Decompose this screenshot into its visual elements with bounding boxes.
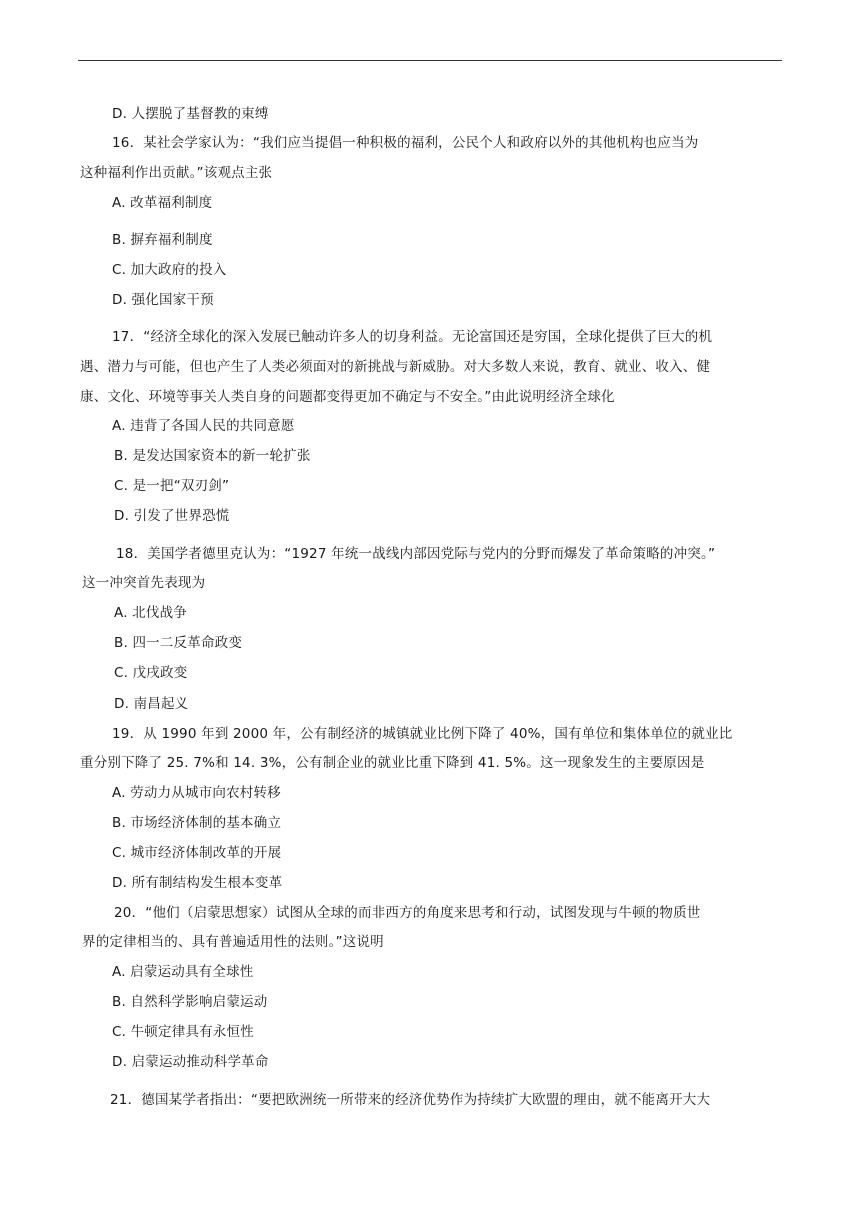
q17-option-c: C. 是一把“双刃剑” — [114, 478, 230, 494]
q19-option-d: D. 所有制结构发生根本变革 — [112, 875, 283, 891]
q16-option-d: D. 强化国家干预 — [112, 292, 214, 308]
q15-option-d: D. 人摆脱了基督教的束缚 — [112, 106, 269, 122]
q16-stem-line2: 这种福利作出贡献。”该观点主张 — [80, 165, 273, 181]
q16-option-b: B. 摒弃福利制度 — [112, 232, 213, 248]
q16-option-a: A. 改革福利制度 — [112, 195, 213, 211]
q18-stem-line1: 18．美国学者德里克认为：“1927 年统一战线内部因党际与党内的分野而爆发了革命策略的冲突。” — [116, 546, 716, 562]
q17-stem-line3: 康、文化、环境等事关人类自身的问题都变得更加不确定与不安全。”由此说明经济全球化 — [80, 389, 615, 405]
q18-stem-line2: 这一冲突首先表现为 — [82, 575, 206, 591]
q19-stem-line2: 重分别下降了 25. 7%和 14. 3%，公有制企业的就业比重下降到 41. 5%。这一现象发生的主要原因是 — [80, 755, 705, 771]
q17-option-d: D. 引发了世界恐慌 — [114, 508, 230, 524]
q19-option-c: C. 城市经济体制改革的开展 — [112, 845, 282, 861]
q17-stem-line1: 17．“经济全球化的深入发展已触动许多人的切身利益。无论富国还是穷国，全球化提供了巨大的机 — [112, 329, 713, 345]
q19-stem-line1: 19．从 1990 年到 2000 年，公有制经济的城镇就业比例下降了 40%，国有单位和集体单位的就业比 — [112, 726, 733, 742]
q20-option-b: B. 自然科学影响启蒙运动 — [112, 994, 268, 1010]
header-rule — [78, 60, 782, 61]
q18-option-d: D. 南昌起义 — [114, 696, 189, 712]
q20-option-a: A. 启蒙运动具有全球性 — [112, 964, 254, 980]
q16-stem-line1: 16．某社会学家认为：“我们应当提倡一种积极的福利，公民个人和政府以外的其他机构也应当为 — [112, 135, 699, 151]
q20-stem-line1: 20．“他们（启蒙思想家）试图从全球的而非西方的角度来思考和行动，试图发现与牛顿的物质世 — [114, 905, 701, 921]
q17-option-b: B. 是发达国家资本的新一轮扩张 — [114, 448, 311, 464]
q16-option-c: C. 加大政府的投入 — [112, 262, 227, 278]
q19-option-a: A. 劳动力从城市向农村转移 — [112, 785, 281, 801]
q17-option-a: A. 违背了各国人民的共同意愿 — [112, 418, 295, 434]
q18-option-c: C. 戊戌政变 — [114, 665, 188, 681]
q19-option-b: B. 市场经济体制的基本确立 — [112, 815, 282, 831]
q18-option-b: B. 四一二反革命政变 — [114, 635, 243, 651]
q21-stem-line1: 21．德国某学者指出：“要把欧洲统一所带来的经济优势作为持续扩大欧盟的理由，就不能离开大大 — [110, 1092, 711, 1108]
q17-stem-line2: 遇、潜力与可能，但也产生了人类必须面对的新挑战与新威胁。对大多数人来说，教育、就业、收入、健 — [80, 359, 711, 375]
q18-option-a: A. 北伐战争 — [114, 605, 187, 621]
q20-option-c: C. 牛顿定律具有永恒性 — [112, 1024, 254, 1040]
q20-option-d: D. 启蒙运动推动科学革命 — [112, 1054, 269, 1070]
q20-stem-line2: 界的定律相当的、具有普遍适用性的法则。”这说明 — [82, 934, 384, 950]
